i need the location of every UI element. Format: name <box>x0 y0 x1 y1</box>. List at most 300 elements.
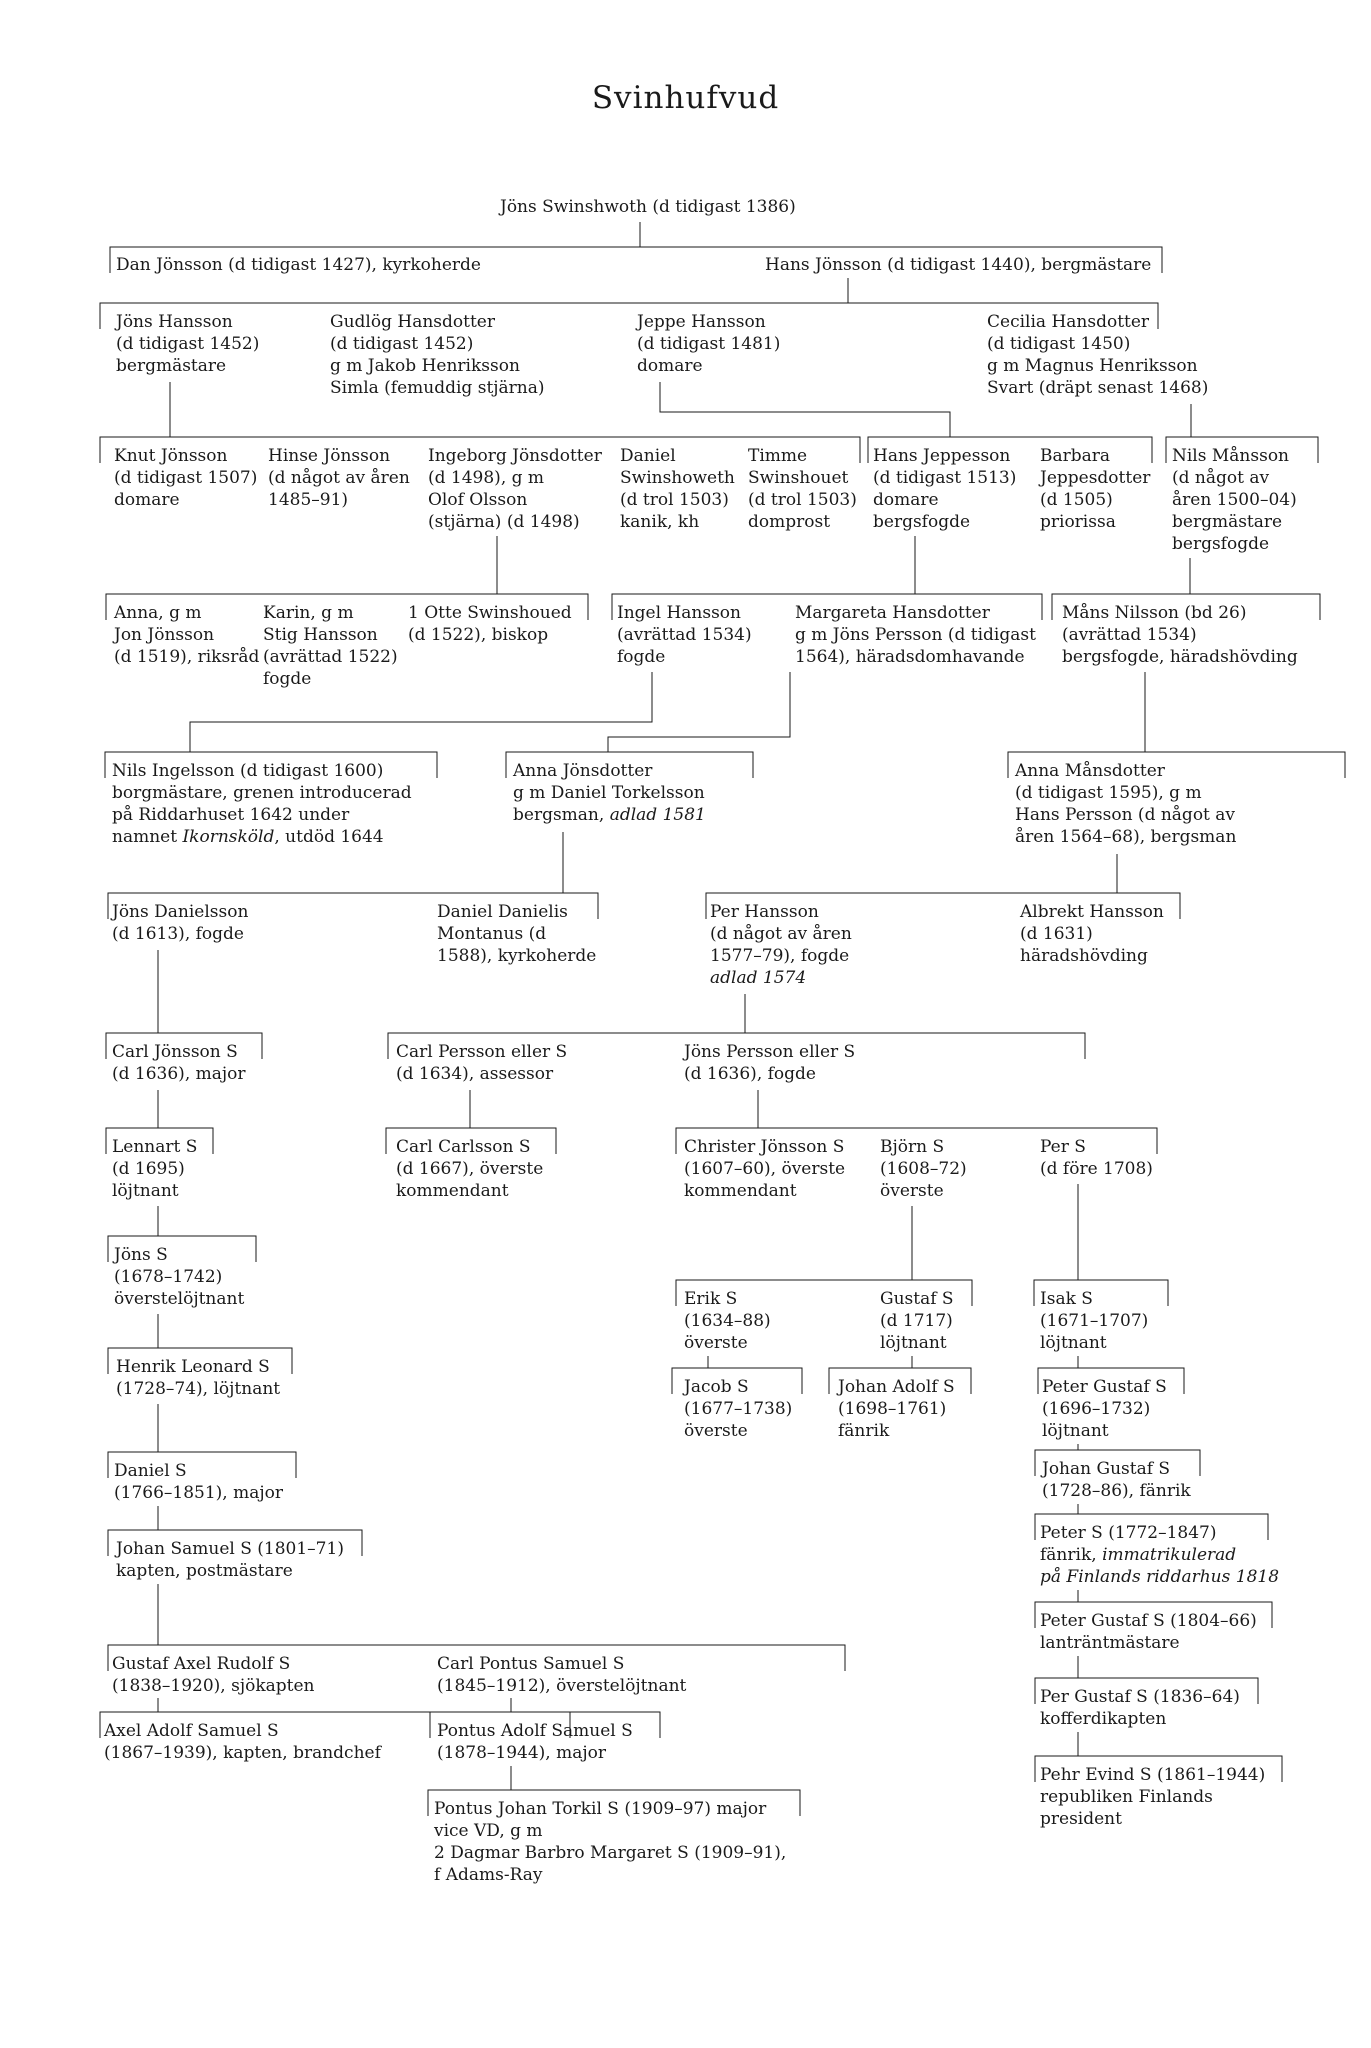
person-jons-hansson <box>116 311 259 377</box>
person-text-line <box>637 333 780 355</box>
person-peter-s-1772 <box>1040 1522 1279 1588</box>
person-pehr-evind-s <box>1040 1764 1265 1830</box>
person-text-line <box>114 1266 244 1288</box>
person-text-line <box>684 1398 792 1420</box>
person-text: Lennart S <box>112 1137 198 1157</box>
person-text: (1698–1761) <box>838 1399 947 1419</box>
person-text: domare <box>873 490 939 510</box>
person-text-line <box>112 1675 315 1697</box>
person-text: (d något av <box>1172 468 1270 488</box>
person-text: Hinse Jönsson <box>268 446 391 466</box>
person-text-line <box>263 602 398 624</box>
person-text: (d tidigast 1513) <box>873 468 1017 488</box>
person-text-line <box>880 1180 967 1202</box>
person-text-line <box>1172 445 1297 467</box>
person-text-line <box>1040 1158 1153 1180</box>
person-text: Peter Gustaf S <box>1042 1377 1167 1397</box>
person-text: Jon Jönsson <box>114 625 215 645</box>
person-text: fänrik, <box>1040 1545 1103 1565</box>
person-text-line <box>396 1158 543 1180</box>
person-text-line <box>620 445 735 467</box>
page-title: Svinhufvud <box>591 80 780 116</box>
person-text: Cecilia Hansdotter <box>987 312 1150 332</box>
person-ingeborg-jonsdotter <box>428 445 602 533</box>
person-text-line <box>114 489 257 511</box>
person-text-line <box>114 1460 283 1482</box>
person-ingel-hansson <box>617 602 752 668</box>
person-text-line <box>500 196 796 218</box>
person-text: Jöns Persson eller S <box>684 1042 856 1062</box>
person-text: Jöns S <box>114 1245 168 1265</box>
person-text-line <box>428 489 602 511</box>
person-text-line <box>684 1288 771 1310</box>
person-jons-swinshwoth <box>500 196 796 218</box>
person-text: Daniel S <box>114 1461 187 1481</box>
person-text-line <box>1040 1566 1279 1588</box>
person-text: Erik S <box>684 1289 738 1309</box>
person-text-line <box>838 1398 955 1420</box>
person-johan-gustaf-s <box>1042 1458 1191 1502</box>
person-text: Barbara <box>1040 446 1111 466</box>
person-text-italic: immatrikulerad <box>1102 1545 1237 1565</box>
person-text: g m Magnus Henriksson <box>987 356 1198 376</box>
person-hans-jonsson <box>765 254 1151 276</box>
person-text: (d 1631) <box>1020 924 1093 944</box>
person-text: Pontus Adolf Samuel S <box>437 1721 633 1741</box>
person-text-line <box>1042 1420 1167 1442</box>
person-text: Jeppe Hansson <box>637 312 766 332</box>
person-text-line <box>1040 1764 1265 1786</box>
person-text-line <box>1172 533 1297 555</box>
person-text: fänrik <box>838 1421 890 1441</box>
person-text-line <box>684 1136 845 1158</box>
person-text: kapten, postmästare <box>116 1561 293 1581</box>
person-text-line <box>1062 646 1298 668</box>
person-text-line <box>620 467 735 489</box>
person-text-line <box>330 355 545 377</box>
person-text: (d 1634), assessor <box>396 1064 554 1084</box>
person-text: Jöns Hansson <box>116 312 233 332</box>
person-text-line <box>987 355 1208 377</box>
person-text: bergmästare <box>1172 512 1283 532</box>
person-text: Anna Månsdotter <box>1015 761 1165 781</box>
person-text: (d tidigast 1450) <box>987 334 1131 354</box>
person-text: (d trol 1503) <box>748 490 857 510</box>
person-text-line <box>114 445 257 467</box>
person-text-line <box>437 1675 686 1697</box>
person-text-line <box>1040 1808 1265 1830</box>
person-jons-persson-s <box>684 1041 855 1085</box>
person-text-italic: på Finlands riddarhus 1818 <box>1040 1567 1280 1587</box>
person-text-line <box>263 668 398 690</box>
person-text-line <box>684 1420 792 1442</box>
person-text-line <box>637 311 780 333</box>
person-text: Jeppesdotter <box>1040 468 1151 488</box>
person-text: bergmästare <box>116 356 227 376</box>
person-text-line <box>1172 489 1297 511</box>
person-jacob-s <box>684 1376 792 1442</box>
person-text: Stig Hansson <box>263 625 378 645</box>
person-text-line <box>437 923 596 945</box>
person-text-line <box>112 1136 197 1158</box>
person-text-line <box>396 1180 543 1202</box>
person-per-s <box>1040 1136 1153 1180</box>
person-text-line <box>1040 489 1150 511</box>
person-text-line <box>408 624 572 646</box>
person-text: president <box>1040 1809 1122 1829</box>
person-text: (1608–72) <box>880 1159 967 1179</box>
person-text: , utdöd 1644 <box>274 827 384 847</box>
person-text-line <box>1040 1332 1148 1354</box>
person-text: överste <box>684 1333 748 1353</box>
person-text-line <box>116 333 259 355</box>
person-text: (stjärna) (d 1498) <box>428 512 580 532</box>
person-anna-mansdotter <box>1015 760 1236 848</box>
person-text-line <box>1042 1480 1191 1502</box>
person-anna-jonsdotter <box>513 760 706 826</box>
person-daniel-swinshoweth <box>620 445 735 533</box>
person-text: (1838–1920), sjökapten <box>112 1676 315 1696</box>
person-text-line <box>116 311 259 333</box>
person-text: Gudlög Hansdotter <box>330 312 495 332</box>
person-text-line <box>880 1288 954 1310</box>
person-text: Henrik Leonard S <box>116 1357 270 1377</box>
person-text: fogde <box>263 669 312 689</box>
person-text-line <box>1040 1610 1257 1632</box>
person-text-line <box>795 646 1036 668</box>
person-text-line <box>1015 826 1236 848</box>
person-text-line <box>437 901 596 923</box>
person-text: (d 1498), g m <box>428 468 545 488</box>
person-text: 2 Dagmar Barbro Margaret S (1909–91), <box>434 1843 787 1863</box>
person-text: Nils Ingelsson (d tidigast 1600) <box>112 761 384 781</box>
person-text: (d tidigast 1481) <box>637 334 781 354</box>
person-text: Johan Gustaf S <box>1042 1459 1171 1479</box>
person-text-line <box>1015 804 1236 826</box>
person-text-line <box>330 311 545 333</box>
person-text-line <box>437 1720 633 1742</box>
person-text: (d 1667), överste <box>396 1159 544 1179</box>
person-text: Karin, g m <box>263 603 354 623</box>
person-text-line <box>1040 1786 1265 1808</box>
person-text: (1728–86), fänrik <box>1042 1481 1191 1501</box>
person-dan-jonsson <box>116 254 481 276</box>
person-text-line <box>873 489 1016 511</box>
person-text: löjtnant <box>112 1181 179 1201</box>
person-text-line <box>684 1041 855 1063</box>
person-text: 1485–91) <box>268 490 349 510</box>
person-johan-adolf-s <box>838 1376 955 1442</box>
person-text-line <box>795 602 1036 624</box>
person-carl-pontus-samuel-s <box>437 1653 686 1697</box>
person-margareta-hansdotter <box>795 602 1036 668</box>
person-text: Johan Adolf S <box>838 1377 955 1397</box>
person-text: bergsman, <box>513 805 610 825</box>
person-text-line <box>880 1136 967 1158</box>
person-text: Simla (femuddig stjärna) <box>330 378 545 398</box>
person-text-line <box>684 1063 855 1085</box>
person-text: Hans Persson (d något av <box>1015 805 1236 825</box>
person-hinse-jonsson <box>268 445 410 511</box>
person-text-line <box>112 760 412 782</box>
person-pontus-adolf-samuel-s <box>437 1720 633 1764</box>
person-text: Gustaf S <box>880 1289 954 1309</box>
person-text-line <box>1062 624 1298 646</box>
person-text: Peter S (1772–1847) <box>1040 1523 1217 1543</box>
person-text-line <box>684 1158 845 1180</box>
person-text-line <box>1040 1522 1279 1544</box>
person-text-line <box>748 467 857 489</box>
person-text: (1634–88) <box>684 1311 771 1331</box>
person-text-line <box>873 511 1016 533</box>
person-text-line <box>513 782 706 804</box>
person-text: (d trol 1503) <box>620 490 729 510</box>
person-nils-mansson <box>1172 445 1297 555</box>
person-text: (d 1613), fogde <box>112 924 244 944</box>
person-text-line <box>104 1742 381 1764</box>
person-text: Måns Nilsson (bd 26) <box>1062 603 1247 623</box>
person-text: Albrekt Hansson <box>1020 902 1164 922</box>
person-text: (d tidigast 1452) <box>330 334 474 354</box>
person-text: Per S <box>1040 1137 1086 1157</box>
person-daniel-s <box>114 1460 283 1504</box>
person-text: Margareta Hansdotter <box>795 603 990 623</box>
person-carl-persson-s <box>396 1041 567 1085</box>
person-text-line <box>1040 1136 1153 1158</box>
person-carl-carlsson-s <box>396 1136 543 1202</box>
person-text: (d 1636), major <box>112 1064 246 1084</box>
person-text: Axel Adolf Samuel S <box>104 1721 279 1741</box>
person-per-gustaf-s-1836 <box>1040 1686 1240 1730</box>
person-text-line <box>114 646 259 668</box>
person-text: fogde <box>617 647 666 667</box>
person-text: bergsfogde <box>873 512 971 532</box>
person-text: (1678–1742) <box>114 1267 223 1287</box>
person-text: Jacob S <box>684 1377 749 1397</box>
person-jons-danielsson <box>112 901 248 945</box>
person-text-line <box>710 923 852 945</box>
person-nils-ingelsson <box>112 760 412 848</box>
person-text-line <box>838 1420 955 1442</box>
person-karin <box>263 602 398 690</box>
person-pontus-johan-torkil-s <box>434 1798 786 1886</box>
person-text: 1577–79), fogde <box>710 946 850 966</box>
person-barbara-jeppesdotter <box>1040 445 1150 533</box>
person-text-line <box>434 1820 786 1842</box>
person-text-line <box>116 254 481 276</box>
person-text: Carl Carlsson S <box>396 1137 531 1157</box>
person-text-line <box>513 760 706 782</box>
person-text: g m Daniel Torkelsson <box>513 783 705 803</box>
person-jeppe-hansson <box>637 311 780 377</box>
person-text-line <box>1042 1376 1167 1398</box>
person-text: 1564), häradsdomhavande <box>795 647 1025 667</box>
person-text-line <box>513 804 706 826</box>
person-text-line <box>684 1310 771 1332</box>
person-text: Peter Gustaf S (1804–66) <box>1040 1611 1257 1631</box>
person-text-line <box>880 1310 954 1332</box>
person-text: Montanus (d <box>437 924 547 944</box>
person-text: (d 1695) <box>112 1159 185 1179</box>
person-henrik-leonard-s <box>116 1356 280 1400</box>
person-text-line <box>437 1653 686 1675</box>
person-text-line <box>617 602 752 624</box>
person-text-line <box>1015 782 1236 804</box>
person-johan-samuel-s <box>116 1538 344 1582</box>
person-text-line <box>1015 760 1236 782</box>
person-text: namnet <box>112 827 183 847</box>
person-text: Pontus Johan Torkil S (1909–97) major <box>434 1799 767 1819</box>
person-text-line <box>437 1742 633 1764</box>
person-text-line <box>1040 1288 1148 1310</box>
person-text: Christer Jönsson S <box>684 1137 845 1157</box>
person-timme-swinshouet <box>748 445 857 533</box>
person-text: (avrättad 1522) <box>263 647 398 667</box>
person-text-line <box>263 624 398 646</box>
person-text: (1766–1851), major <box>114 1483 283 1503</box>
person-text-line <box>1040 467 1150 489</box>
person-text: (d något av åren <box>710 924 852 944</box>
person-text: (1671–1707) <box>1040 1311 1149 1331</box>
person-text-line <box>617 624 752 646</box>
person-bjorn-s <box>880 1136 967 1202</box>
person-text: Isak S <box>1040 1289 1093 1309</box>
person-text-line <box>437 945 596 967</box>
person-text: priorissa <box>1040 512 1116 532</box>
person-text-line <box>112 1158 197 1180</box>
person-text-line <box>268 445 410 467</box>
person-text-line <box>710 967 852 989</box>
elbow-ingel-hansson <box>190 672 652 752</box>
person-text: häradshövding <box>1020 946 1148 966</box>
person-text-line <box>330 377 545 399</box>
person-text: Svart (dräpt senast 1468) <box>987 378 1209 398</box>
person-text: g m Jöns Persson (d tidigast <box>795 625 1036 645</box>
person-otte-swinshoued <box>408 602 572 646</box>
person-text: 1588), kyrkoherde <box>437 946 597 966</box>
person-text: republiken Finlands <box>1040 1787 1213 1807</box>
person-text: kofferdikapten <box>1040 1709 1167 1729</box>
person-text-line <box>1172 511 1297 533</box>
person-text-line <box>116 1560 344 1582</box>
person-gustaf-axel-rudolf-s <box>112 1653 315 1697</box>
person-text-line <box>637 355 780 377</box>
person-text: domare <box>114 490 180 510</box>
person-text-line <box>684 1180 845 1202</box>
person-text: Timme <box>748 446 808 466</box>
person-text-line <box>748 489 857 511</box>
person-text-line <box>428 445 602 467</box>
person-text: Hans Jeppesson <box>873 446 1011 466</box>
person-per-hansson <box>710 901 852 989</box>
person-text: Carl Pontus Samuel S <box>437 1654 625 1674</box>
person-text-line <box>1040 445 1150 467</box>
person-axel-adolf-samuel-s <box>104 1720 381 1764</box>
person-text-line <box>112 782 412 804</box>
person-text-line <box>116 1378 280 1400</box>
person-text-line <box>428 511 602 533</box>
person-text: Carl Jönsson S <box>112 1042 238 1062</box>
person-text-line <box>116 1356 280 1378</box>
person-text-line <box>1040 1708 1240 1730</box>
person-text-line <box>112 923 248 945</box>
person-text-line <box>987 377 1208 399</box>
person-text: Johan Samuel S (1801–71) <box>116 1539 344 1559</box>
person-text: (1878–1944), major <box>437 1743 606 1763</box>
person-text: kanik, kh <box>620 512 700 532</box>
person-text: (avrättad 1534) <box>1062 625 1197 645</box>
person-text: överste <box>880 1181 944 1201</box>
person-text: Jöns Swinshwoth (d tidigast 1386) <box>500 197 796 217</box>
person-text: vice VD, g m <box>434 1821 543 1841</box>
person-text-line <box>617 646 752 668</box>
person-text: domare <box>637 356 703 376</box>
person-text: Per Gustaf S (1836–64) <box>1040 1687 1240 1707</box>
person-text-line <box>112 1180 197 1202</box>
person-text-line <box>987 333 1208 355</box>
person-text: på Riddarhuset 1642 under <box>112 805 350 825</box>
person-text-line <box>748 445 857 467</box>
person-text: överstelöjtnant <box>114 1289 245 1309</box>
person-text: (d 1717) <box>880 1311 953 1331</box>
person-text-line <box>873 467 1016 489</box>
person-text: (1696–1732) <box>1042 1399 1151 1419</box>
person-cecilia-hansdotter <box>987 311 1208 399</box>
person-text: Knut Jönsson <box>114 446 228 466</box>
person-text: Swinshouet <box>748 468 849 488</box>
person-text-line <box>434 1798 786 1820</box>
person-text-line <box>116 355 259 377</box>
person-text: överste <box>684 1421 748 1441</box>
person-text-line <box>1172 467 1297 489</box>
person-text: Daniel <box>620 446 676 466</box>
person-text: Per Hansson <box>710 902 819 922</box>
person-text-line <box>710 945 852 967</box>
person-knut-jonsson <box>114 445 257 511</box>
person-text: löjtnant <box>880 1333 947 1353</box>
person-text-line <box>1062 602 1298 624</box>
person-text-line <box>1042 1458 1191 1480</box>
person-text-line <box>838 1376 955 1398</box>
person-isak-s <box>1040 1288 1148 1354</box>
person-text: 1 Otte Swinshoued <box>408 603 572 623</box>
person-text: kommendant <box>684 1181 797 1201</box>
person-text: kommendant <box>396 1181 509 1201</box>
person-text-line <box>765 254 1151 276</box>
person-text-line <box>263 646 398 668</box>
person-text: löjtnant <box>1040 1333 1107 1353</box>
person-text-italic: Ikornsköld <box>182 827 275 847</box>
person-text-line <box>428 467 602 489</box>
person-text: Olof Olsson <box>428 490 528 510</box>
person-text: (1677–1738) <box>684 1399 793 1419</box>
person-anna <box>114 602 259 668</box>
person-text: Jöns Danielsson <box>112 902 249 922</box>
person-text-line <box>987 311 1208 333</box>
person-text: (d tidigast 1595), g m <box>1015 783 1202 803</box>
person-text: (d tidigast 1507) <box>114 468 258 488</box>
person-text: åren 1500–04) <box>1172 490 1297 510</box>
person-lennart-s <box>112 1136 197 1202</box>
person-text-line <box>396 1041 567 1063</box>
person-text: löjtnant <box>1042 1421 1109 1441</box>
person-erik-s <box>684 1288 771 1354</box>
person-text: Anna Jönsdotter <box>513 761 653 781</box>
person-gustaf-s <box>880 1288 954 1354</box>
person-text-line <box>795 624 1036 646</box>
person-albrekt-hansson <box>1020 901 1164 967</box>
person-text: (d något av åren <box>268 468 410 488</box>
